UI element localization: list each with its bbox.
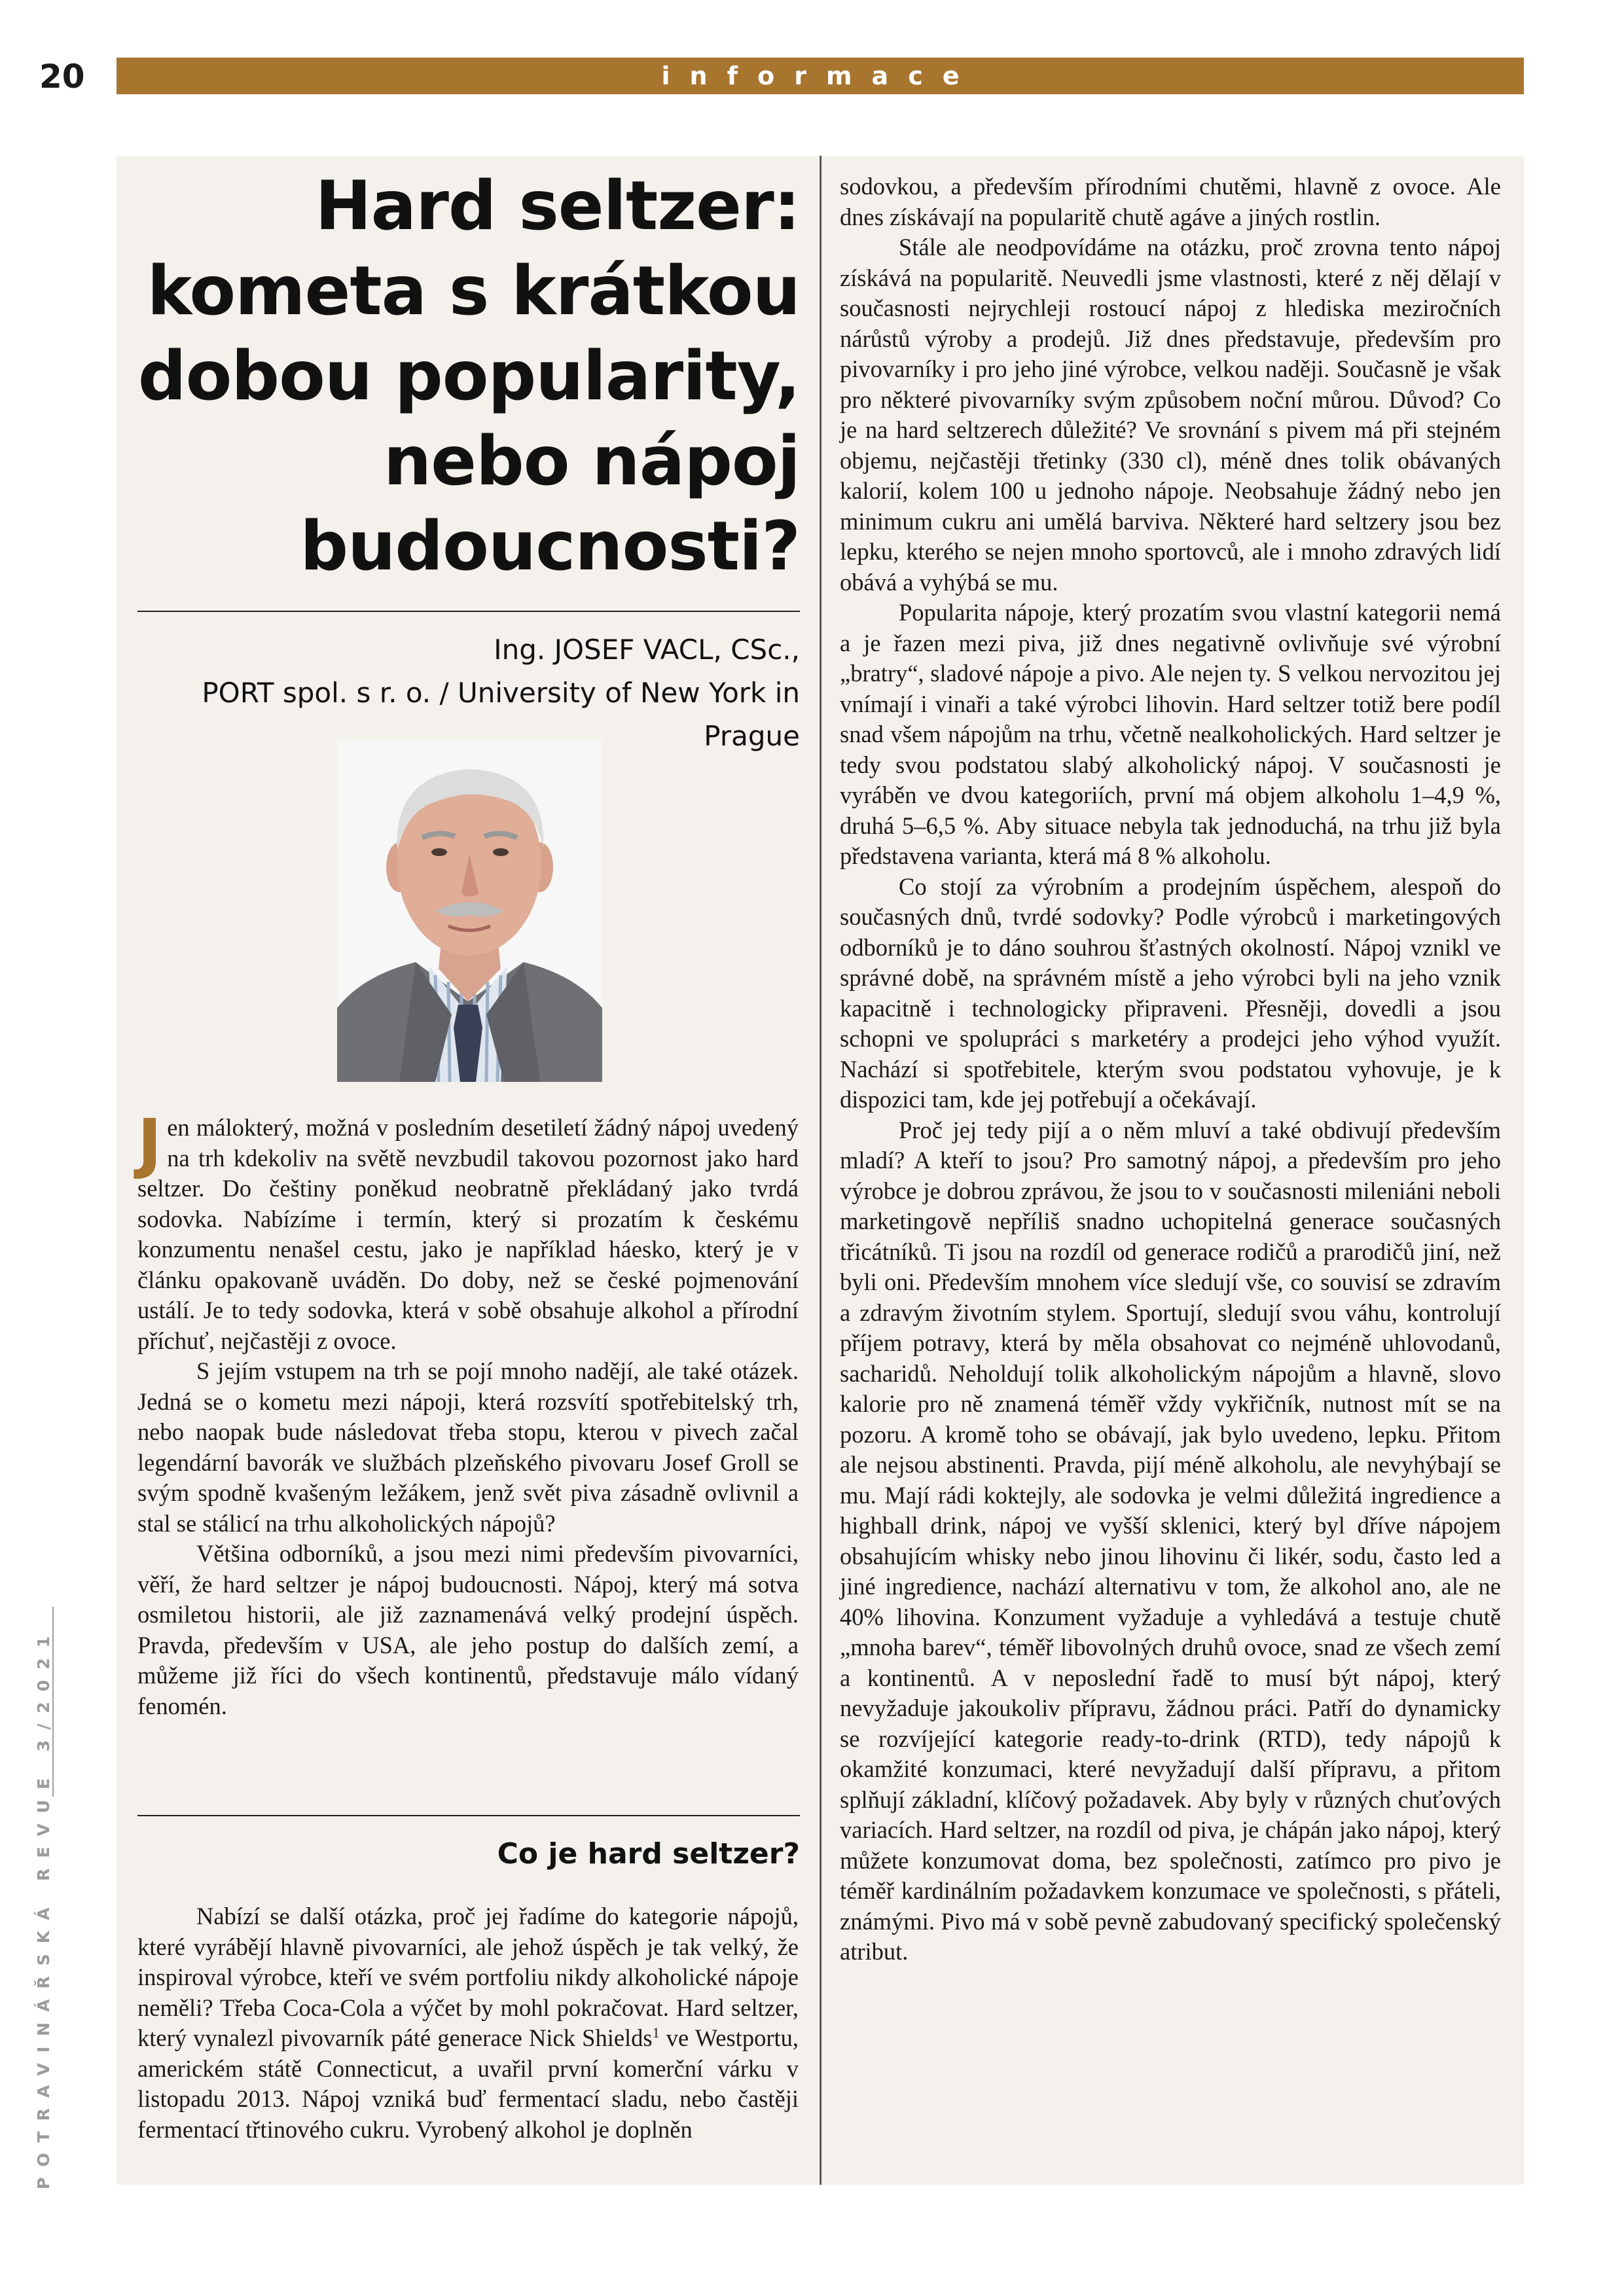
page-number: 20 <box>39 58 85 96</box>
magazine-side-caption: POTRAVINÁŘSKÁ REVUE 3/2021 <box>34 1626 53 2189</box>
left-column-subsection <box>137 1901 799 2145</box>
title-rule <box>137 611 800 612</box>
title-line: nebo nápoj <box>383 422 800 501</box>
section-header-bar: informace <box>117 58 1524 94</box>
title-line: dobou popularity, <box>137 337 800 416</box>
body-paragraph: sodovkou, a především přírodními chutěmi, hlavně z ovoce. Ale dnes získávají na popularitě chutě agáve a jiných rostlin. <box>840 173 1501 230</box>
body-paragraph: Stále ale neodpovídáme na otázku, proč zrovna tento nápoj získává na popularitě. Neuvedli jsme vlastnosti, které z něj dělají v současnosti nejrychleji rostoucí nápoj z hlediska meziročních nárůstů výroby a prodejů. Již dnes představuje, především pro pivovarníky i pro jeho jiné výrobce, velkou naději. Současně je však pro některé pivovarníky svým způsobem noční můrou. Důvod? Co je na hard seltzerech důležité? Ve srovnání s pivem má při stejném objemu, nejčastěji třetinky (330 cl), méně dnes tolik obávaných kalorií, kolem 100 u jednoho nápoje. Neobsahuje žádný nebo jen minimum cukru ani umělá barviva. Některé hard seltzery jsou bez lepku, kterého se nejen mnoho sportovců, ale i mnoho zdravých lidí obává a vyhýbá se mu. <box>840 234 1501 596</box>
right-column <box>840 171 1501 1967</box>
left-column-intro <box>137 1105 799 1721</box>
portrait-photo <box>337 740 602 1082</box>
footnote-marker[interactable]: 1 <box>652 2024 660 2041</box>
body-paragraph <box>137 1901 799 2145</box>
author-name: Ing. JOSEF VACL, CSc., <box>494 634 800 666</box>
body-paragraph: S jejím vstupem na trh se pojí mnoho nadějí, ale také otázek. Jedná se o kometu mezi nápoji, která rozsvítí spotřebitelský trh, nebo naopak bude následovat třeba stopu, kterou v pivech začal legendární bavorák ve službách plzeňského pivovaru Josef Groll se svým spodně kvašeným ležákem, jenž svět piva zásadně ovlivnil a stal se stálicí na trhu alkoholických nápojů? <box>137 1357 799 1537</box>
column-divider <box>820 156 821 2185</box>
portrait-photo-illustration <box>337 740 602 1082</box>
subsection-heading: Co je hard seltzer? <box>497 1837 800 1871</box>
title-line: kometa s krátkou <box>147 252 800 331</box>
dropcap: J <box>137 1105 162 1181</box>
body-paragraph: Většina odborníků, a jsou mezi nimi především pivovarníci, věří, že hard seltzer je nápoj budoucnosti. Nápoj, který má sotva osmiletou historii, ale již zaznamenává velký prodejní úspěch. Pravda, především v USA, ale jeho postup do dalších zemí, a můžeme již říci do všech kontinentů, představuje málo vídaný fenomén. <box>137 1540 799 1719</box>
title-line: Hard seltzer: <box>315 167 800 245</box>
title-line: budoucnosti? <box>300 507 800 586</box>
paragraph-text: Nabízí se další otázka, proč jej řadíme do kategorie nápojů, které vyrábějí hlavně pivovarníci, ale jehož úspěch je tak velký, že inspiroval výrobce, kteří ve svém portfoliu nikdy alkoholické nápoje neměli? Třeba Coca-Cola a výčet by mohl pokračovat. Hard seltzer, který vynalezl pivovarník páté generace Nick Shields <box>137 1903 799 2051</box>
paragraph-text: ve Westportu, americkém státě Connecticut, a uvařil první komerční várku v listopadu 2013. Nápoj vzniká buď fermentací sladu, nebo častěji fermentací třtinového cukru. Vyrobený alkohol je doplněn <box>137 2024 799 2143</box>
intro-paragraph-text: en málokterý, možná v posledním desetiletí žádný nápoj uvedený na trh kdekoliv na světě nevzbudil takovou pozornost jako hard seltzer. Do češtiny poněkud neobratně překládaný jako tvrdá sodovka. Nabízíme i termín, který si prozatím k českému konzumentu nenašel cestu, jako je například háesko, který je v článku opakovaně uváděn. Do doby, než se české pojmenování ustálí. Je to tedy sodovka, která v sobě obsahuje alkohol a přírodní příchuť, nejčastěji z ovoce. <box>137 1114 799 1354</box>
author-affiliation: PORT spol. s r. o. / University of New York in Prague <box>202 677 800 752</box>
intro-paragraph <box>137 1105 799 1356</box>
subsection-rule <box>137 1815 800 1816</box>
body-paragraph: Proč jej tedy pijí a o něm mluví a také obdivují především mladí? A kteří to jsou? Pro samotný nápoj, a především pro jeho výrobce je dobrou zprávou, že jsou to v současnosti mileniáni neboli marketingově nepříliš snadno uchopitelná generace současných třicátníků. Ti jsou na rozdíl od generace rodičů a prarodičů jiní, než byli oni. Především mnohem více sledují vše, co souvisí se zdravím a zdravým životním stylem. Sportují, sledují svou váhu, kontrolují příjem potravy, která by měla obsahovat co nejméně uhlovodanů, sacharidů. Neholdují tolik alkoholickým nápojům a hlavně, slovo kalorie pro ně znamená téměř vždy vykřičník, nutnost mít se na pozoru. A kromě toho se obávají, jak bylo uvedeno, lepku. Přitom ale nejsou abstinenti. Pravda, pijí méně alkoholu, ale nevyhýbají se mu. Mají rádi koktejly, ale sodovka je velmi důležitá ingredience a highball drink, nápoj ve vyšší sklenici, který byl dříve nápojem obsahujícím whisky nebo jinou lihovinu či likér, sodu, často led a jiné ingredience, nachází alternativu v tom, že alkohol ano, ale ne 40% lihovina. Konzument vyžaduje a vyhledává a testuje chutě „mnoha barev“, téměř libovolných druhů ovoce, snad ze všech zemí a kontinentů. A v neposlední řadě to musí být nápoj, který nevyžaduje jakoukoliv přípravu, žádnou práci. Patří do dynamicky se rozvíjející kategorie ready-to-drink (RTD), tedy nápojů k okamžité konzumaci, které nevyžadují další přípravu, a přitom splňují základní, klíčový požadavek. Aby byly v různých chuťových variacích. Hard seltzer, na rozdíl od piva, je chápán jako nápoj, který můžete konzumovat doma, bez společnosti, zatímco pro pivo je téměř kardinálním požadavkem konzumace ve společnosti, s přáteli, známými. Pivo má v sobě pevně zabudovaný specifický společenský atribut. <box>840 1116 1501 1965</box>
body-paragraph: Popularita nápoje, který prozatím svou vlastní kategorii nemá a je řazen mezi piva, již dnes negativně ovlivňuje své výrobní „bratry“, sladové nápoje a pivo. Ale nejen ty. S velkou nervozitou jej vnímají i vinaři a také výrobci lihovin. Hard seltzer totiž bere podíl snad všem nápojům na trhu, včetně nealkoholických. Hard seltzer je tedy svou podstatou slabý alkoholický nápoj. V současnosti je vyráběn ve dvou kategoriích, první má objem alkoholu 1–4,9 %, druhá 5–6,5 %. Aby situace nebyla tak jednoduchá, na trhu již byla představena varianta, která má 8 % alkoholu. <box>840 599 1501 869</box>
body-paragraph: Co stojí za výrobním a prodejním úspěchem, alespoň do současných dnů, tvrdé sodovky? Podle výrobců i marketingových odborníků je to dáno souhrou šťastných okolností. Nápoj vznikl ve správné době, na správném místě a jeho výrobci byli na jeho vznik kapacitně i technologicky připraveni. Přesněji, dovedli a jsou schopni ve spolupráci s marketéry a prodejci jeho výhod využít. Nachází si spotřebitele, kterým svou podstatou vyhovuje, je k dispozici tam, kde jej potřebují a očekávají. <box>840 872 1501 1113</box>
author-block <box>137 628 800 758</box>
article-title <box>137 164 800 589</box>
